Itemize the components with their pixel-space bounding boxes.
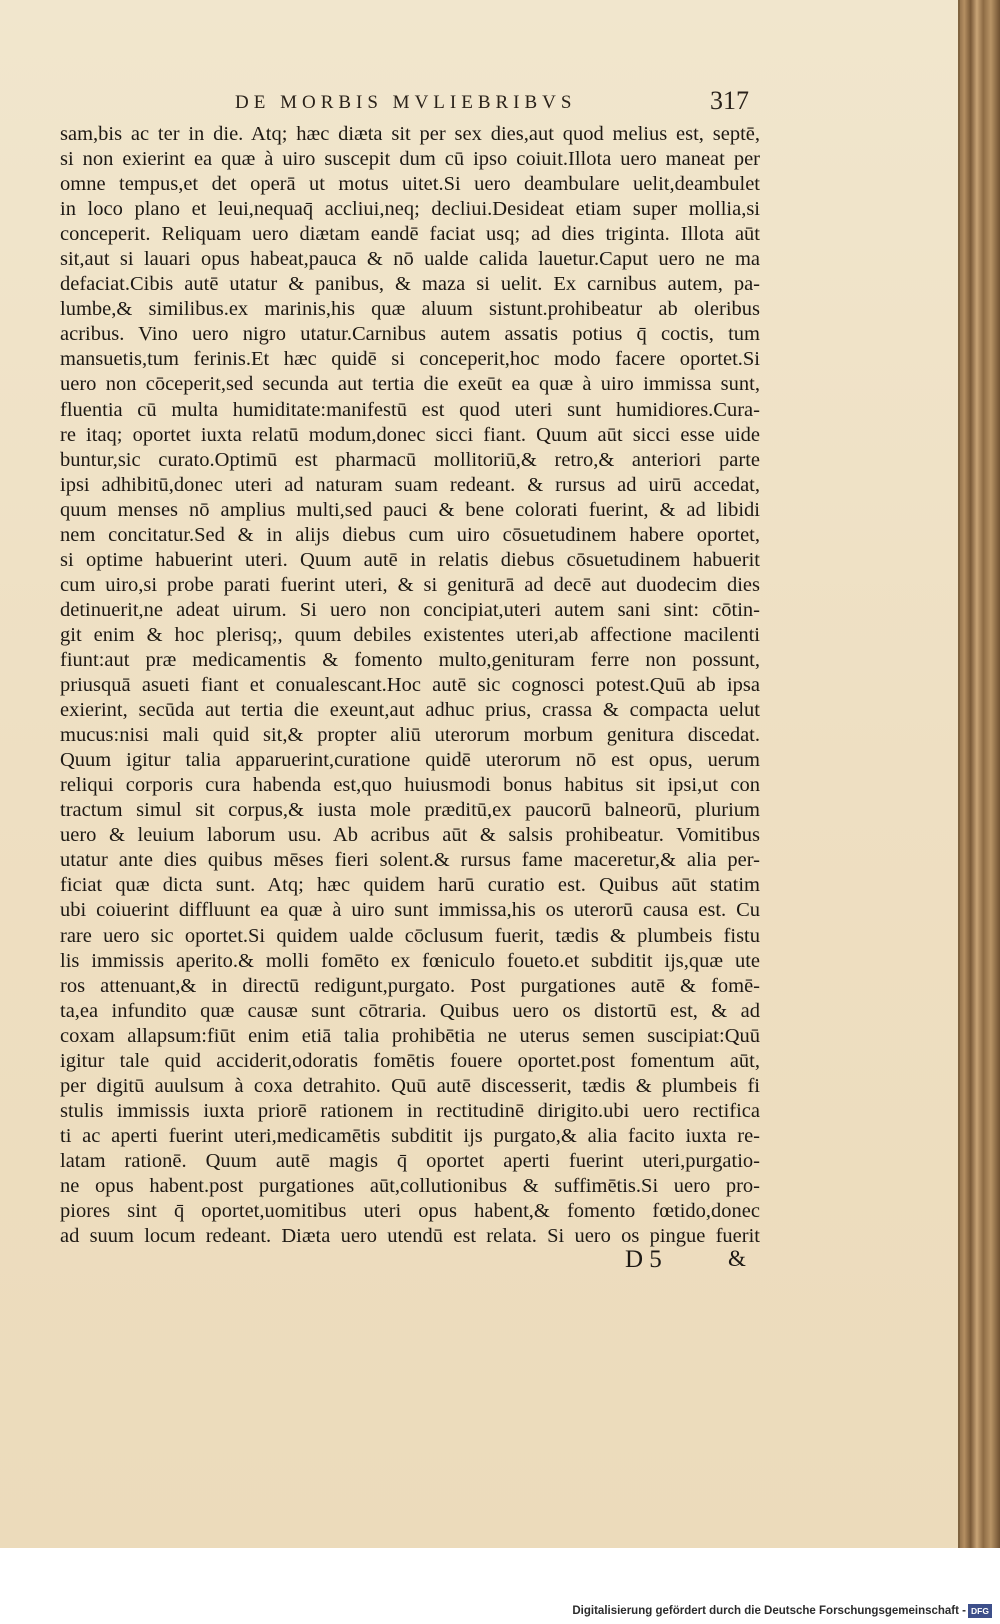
text-line: exierint, secūda aut tertia die exeunt,aut adhuc prius, crassa & compacta uelut — [60, 699, 760, 722]
text-line: conceperit. Reliquam uero diætam eandē faciat usq; ad dies triginta. Illota aūt — [60, 223, 760, 246]
page-number: 317 — [710, 86, 749, 115]
text-line: reliqui corporis cura habenda est,quo huiusmodi bonus habitus sit ipsi,ut con — [60, 774, 760, 797]
text-line: ti ac aperti fuerint uteri,medicamētis subditit ijs purgato,& alia facito iuxta re- — [60, 1124, 760, 1147]
text-line: stulis immissis iuxta priorē rationem in rectitudinē dirigito.ubi uero rectifica — [60, 1099, 760, 1122]
page-header — [60, 86, 760, 118]
text-line: re itaq; oportet iuxta relatū modum,donec sicci fiant. Quum aūt sicci esse uide — [60, 423, 760, 446]
text-line: ta,ea infundito quæ causæ sunt cōtraria. Quibus uero os distortū est, & ad — [60, 999, 760, 1022]
text-line: fiunt:aut præ medicamentis & fomento multo,genituram ferre non possunt, — [60, 648, 760, 671]
text-line: fluentia cū multa humiditate:manifestū est quod uteri sunt humidiores.Cura- — [60, 398, 760, 421]
signature-mark: D 5 — [625, 1246, 662, 1273]
running-title: DE MORBIS MVLIEBRIBVS — [235, 92, 577, 113]
text-line: omne tempus,et det operā ut motus uitet.Si uero deambulare uelit,deambulet — [60, 173, 760, 196]
text-line: priusquā asueti fiant et conualescant.Hoc autē sic cognosci potest.Quū ab ipsa — [60, 674, 760, 697]
text-line: cum uiro,si probe parati fuerint uteri, & si geniturā ad decē aut duodecim dies — [60, 573, 760, 596]
text-line: Quum igitur talia apparuerint,curatione quidē uterorum nō est opus, uerum — [60, 749, 760, 772]
text-line: mucus:nisi mali quid sit,& propter aliū uterorum morbum genitura discedat. — [60, 724, 760, 747]
text-line: ad suum locum redeant. Diæta uero utendū est relata. Si uero os pingue fuerit — [60, 1225, 760, 1248]
catchword: & — [728, 1246, 746, 1271]
text-line: si non exierint ea quæ à uiro suscepit dum cū ipso coiuit.Illota uero maneat per — [60, 148, 760, 171]
text-line: ficiat quæ dicta sunt. Atq; hæc quidem harū curatio est. Quibus aūt statim — [60, 874, 760, 897]
text-line: coxam allapsum:fiūt enim etiā talia prohibētia ne uterus semen suscipiat:Quū — [60, 1024, 760, 1047]
text-line: sam,bis ac ter in die. Atq; hæc diæta sit per sex dies,aut quod melius est, septē, — [60, 123, 760, 145]
text-line: latam rationē. Quum autē magis q̄ oportet aperti fuerint uteri,purgatio- — [60, 1149, 760, 1172]
text-line: in loco plano et leui,nequaq̄ accliui,neq; decliui.Desideat etiam super mollia,si — [60, 198, 760, 221]
text-line: quum menses nō amplius multi,sed pauci & bene colorati fuerint, & ad libidi — [60, 498, 760, 521]
text-line: nem concitatur.Sed & in alijs diebus cum uiro cōsuetudinem habere oportet, — [60, 523, 760, 546]
text-line: si optime habuerint uteri. Quum autē in relatis diebus cōsuetudinem habuerit — [60, 548, 760, 571]
text-line: uero & leuium laborum usu. Ab acribus aūt & salsis prohibeatur. Vomitibus — [60, 824, 760, 847]
text-line: ne opus habent.post purgationes aūt,collutionibus & suffimētis.Si uero pro- — [60, 1174, 760, 1197]
text-line: git enim & hoc plerisq;, quum debiles existentes uteri,ab affectione macilenti — [60, 623, 760, 646]
body-text — [60, 122, 760, 1249]
text-line: per digitū auulsum à coxa detrahito. Quū autē discesserit, tædis & plumbeis fi — [60, 1074, 760, 1097]
text-line: rare uero sic oportet.Si quidem ualde cōclusum fuerit, tædis & plumbeis fistu — [60, 924, 760, 947]
text-line: buntur,sic curato.Optimū est pharmacū mollitoriū,& retro,& anteriori parte — [60, 448, 760, 471]
text-line: mansuetis,tum ferinis.Et hæc quidē si conceperit,hoc modo facere oportet.Si — [60, 348, 760, 371]
funding-credit: Digitalisierung gefördert durch die Deutsche Forschungsgemeinschaft - — [572, 1605, 966, 1617]
text-line: ros attenuant,& in directū redigunt,purgato. Post purgationes autē & fomē- — [60, 974, 760, 997]
text-line: defaciat.Cibis autē utatur & panibus, & maza si uelit. Ex carnibus autem, pa- — [60, 273, 760, 296]
text-line: lis immissis aperito.& molli fomēto ex fœniculo foueto.et subditit ijs,quæ ute — [60, 949, 760, 972]
text-line: acribus. Vino uero nigro utatur.Carnibus autem assatis potius q̄ coctis, tum — [60, 323, 760, 346]
text-line: lumbe,& similibus.ex marinis,his quæ aluum sistunt.prohibeatur ab oleribus — [60, 298, 760, 321]
text-line: ipsi adhibitū,donec uteri ad naturam suam redeant. & rursus ad uirū accedat, — [60, 473, 760, 496]
text-line: igitur tale quid acciderit,odoratis fomētis fouere oportet.post fomentum aūt, — [60, 1049, 760, 1072]
text-line: utatur ante dies quibus mēses fieri solent.& rursus fame maceretur,& alia per- — [60, 849, 760, 872]
text-line: sit,aut si lauari opus habeat,pauca & nō ualde calida lauetur.Caput uero ne ma — [60, 248, 760, 271]
digitization-footer — [0, 1548, 1000, 1624]
text-line: detinuerit,ne adeat uirum. Si uero non concipiat,uteri autem sani sint: cōtin- — [60, 598, 760, 621]
text-line: ubi coiuerint diffluunt ea quæ à uiro sunt immissa,his os uterorū causa est. Cu — [60, 899, 760, 922]
text-line: tractum simul sit corpus,& iusta mole præditū,ex paucorū balneorū, plurium — [60, 799, 760, 822]
text-line: uero non cōceperit,sed secunda aut tertia die exeūt ea quæ à uiro immissa sunt, — [60, 373, 760, 396]
text-line: piores sint q̄ oportet,uomitibus uteri opus habent,& fomento fœtido,donec — [60, 1200, 760, 1223]
dfg-logo: DFG — [968, 1604, 992, 1618]
book-page-edges — [958, 0, 1000, 1548]
